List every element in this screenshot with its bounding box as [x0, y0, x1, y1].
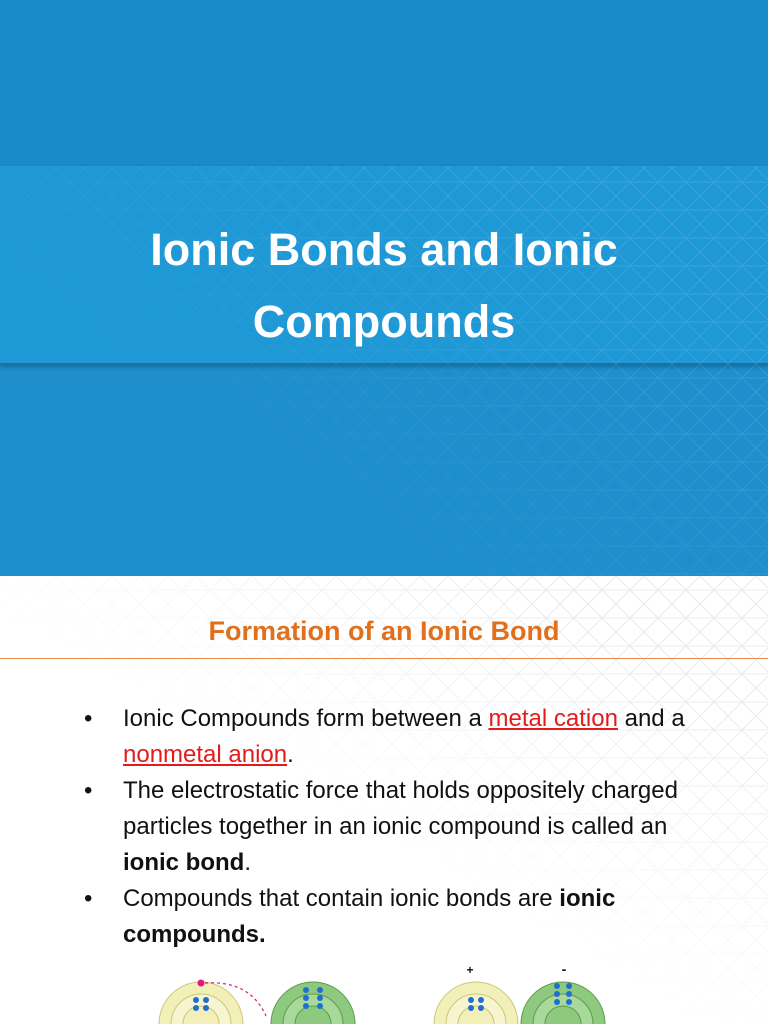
bullet-text: . — [287, 741, 294, 768]
bullet-text: Ionic Compounds form between a — [123, 705, 489, 732]
metal-atom — [159, 980, 266, 1024]
bullet-text: and a — [617, 705, 685, 732]
list-item — [84, 701, 704, 773]
bullet-text: The electrostatic force that holds oppositely charged particles together in an ionic compound is called an — [123, 777, 678, 840]
ionic-bond-diagram — [0, 966, 768, 1024]
bullet-icon: • — [84, 777, 93, 804]
list-item — [84, 881, 704, 953]
metal-cation-link[interactable]: metal cation — [488, 705, 618, 732]
title-line-2: Compounds — [252, 296, 516, 347]
bullet-text: Compounds that contain ionic bonds are — [123, 885, 560, 912]
title-line-1: Ionic Bonds and Ionic — [150, 224, 618, 275]
list-item — [84, 773, 704, 881]
cation-charge-label: + — [466, 966, 474, 977]
ionic-compounds-term: ionic compounds. — [123, 885, 616, 948]
ionic-bond-term: ionic bond — [123, 849, 245, 876]
bullet-text: . — [244, 849, 251, 876]
anion-charge-label: - — [561, 966, 567, 977]
slide-heading: Formation of an Ionic Bond — [208, 616, 560, 646]
anion — [521, 982, 605, 1024]
transferring-electron — [198, 980, 205, 987]
bullet-icon: • — [84, 885, 93, 912]
bullet-list — [84, 701, 704, 953]
bullet-icon: • — [84, 705, 93, 732]
heading-divider — [0, 658, 768, 659]
nonmetal-atom — [271, 982, 355, 1024]
cation — [434, 982, 518, 1024]
nonmetal-anion-link[interactable]: nonmetal anion — [123, 741, 288, 768]
slide-title — [84, 214, 684, 358]
content-slide — [0, 576, 768, 1024]
